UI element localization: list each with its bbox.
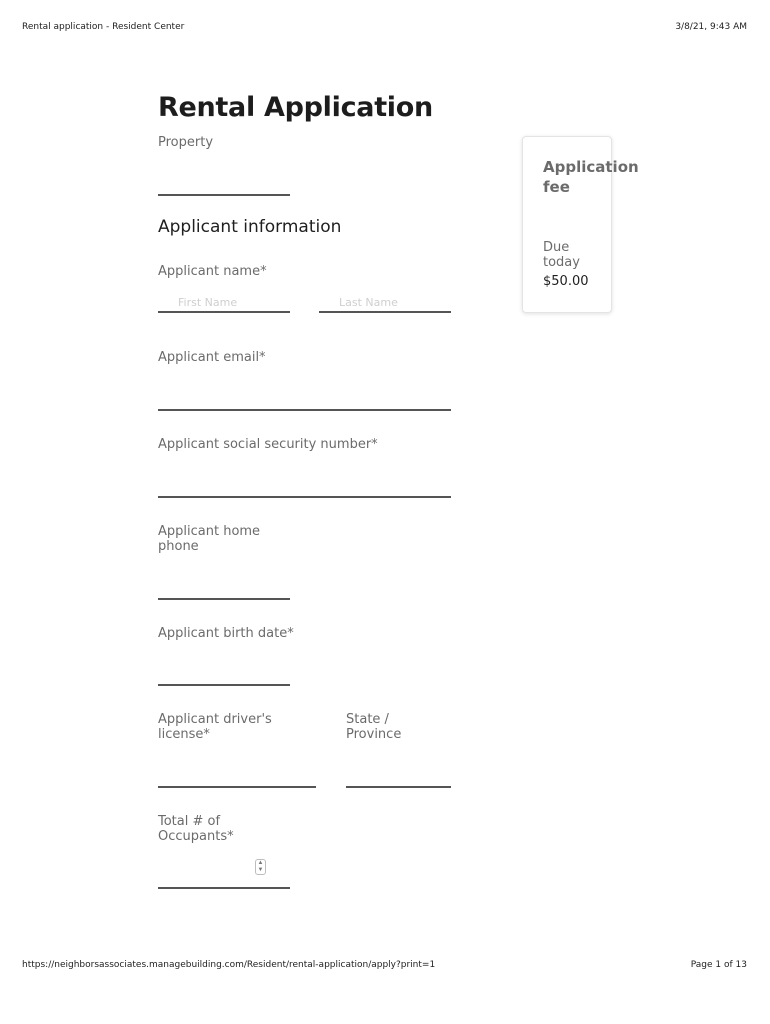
applicant-ssn-label: Applicant social security number*	[158, 437, 378, 452]
property-label: Property	[158, 135, 214, 150]
applicant-email-field[interactable]	[158, 391, 451, 411]
applicant-name-label: Applicant name*	[158, 264, 267, 279]
print-footer-page-indicator: Page 1 of 13	[690, 960, 747, 970]
due-today-line2: today	[543, 255, 580, 270]
applicant-birth-date-label: Applicant birth date*	[158, 626, 294, 641]
drivers-license-field[interactable]	[158, 768, 316, 788]
state-province-label	[346, 712, 401, 742]
total-occupants-field[interactable]	[158, 869, 290, 889]
drivers-license-label	[158, 712, 272, 742]
state-province-label-line1: State /	[346, 712, 389, 727]
drivers-license-label-line2: license*	[158, 727, 210, 742]
last-name-field[interactable]	[319, 293, 451, 313]
total-occupants-label	[158, 814, 234, 844]
section-heading-applicant-information: Applicant information	[158, 217, 342, 237]
state-province-field[interactable]	[346, 768, 451, 788]
applicant-birth-date-field[interactable]	[158, 666, 290, 686]
first-name-field[interactable]	[158, 293, 290, 313]
state-province-label-line2: Province	[346, 727, 402, 742]
property-field[interactable]	[158, 176, 290, 196]
fee-amount: $50.00	[543, 274, 589, 289]
application-fee-card	[522, 136, 639, 313]
stepper-up-icon[interactable]: ▲	[257, 860, 264, 866]
applicant-email-label: Applicant email*	[158, 350, 266, 365]
print-header-title: Rental application - Resident Center	[22, 22, 185, 32]
total-occupants-label-line2: Occupants*	[158, 829, 234, 844]
application-fee-title	[543, 157, 639, 197]
applicant-home-phone-field[interactable]	[158, 580, 290, 600]
stepper-down-icon[interactable]: ▼	[257, 867, 264, 873]
application-fee-title-line2: fee	[543, 178, 570, 196]
print-footer-url: https://neighborsassociates.managebuilding.com/Resident/rental-application/apply?print=1	[22, 960, 436, 970]
applicant-ssn-field[interactable]	[158, 478, 451, 498]
applicant-home-phone-label	[158, 524, 260, 554]
applicant-home-phone-label-line2: phone	[158, 539, 199, 554]
application-fee-title-line1: Application	[543, 158, 639, 176]
due-today-line1: Due	[543, 240, 570, 255]
page-title: Rental Application	[158, 92, 433, 123]
drivers-license-label-line1: Applicant driver's	[158, 712, 272, 727]
due-today-label	[543, 240, 580, 270]
occupants-stepper[interactable]	[255, 859, 266, 875]
total-occupants-label-line1: Total # of	[158, 814, 221, 829]
applicant-home-phone-label-line1: Applicant home	[158, 524, 261, 539]
print-header-datetime: 3/8/21, 9:43 AM	[675, 22, 747, 32]
